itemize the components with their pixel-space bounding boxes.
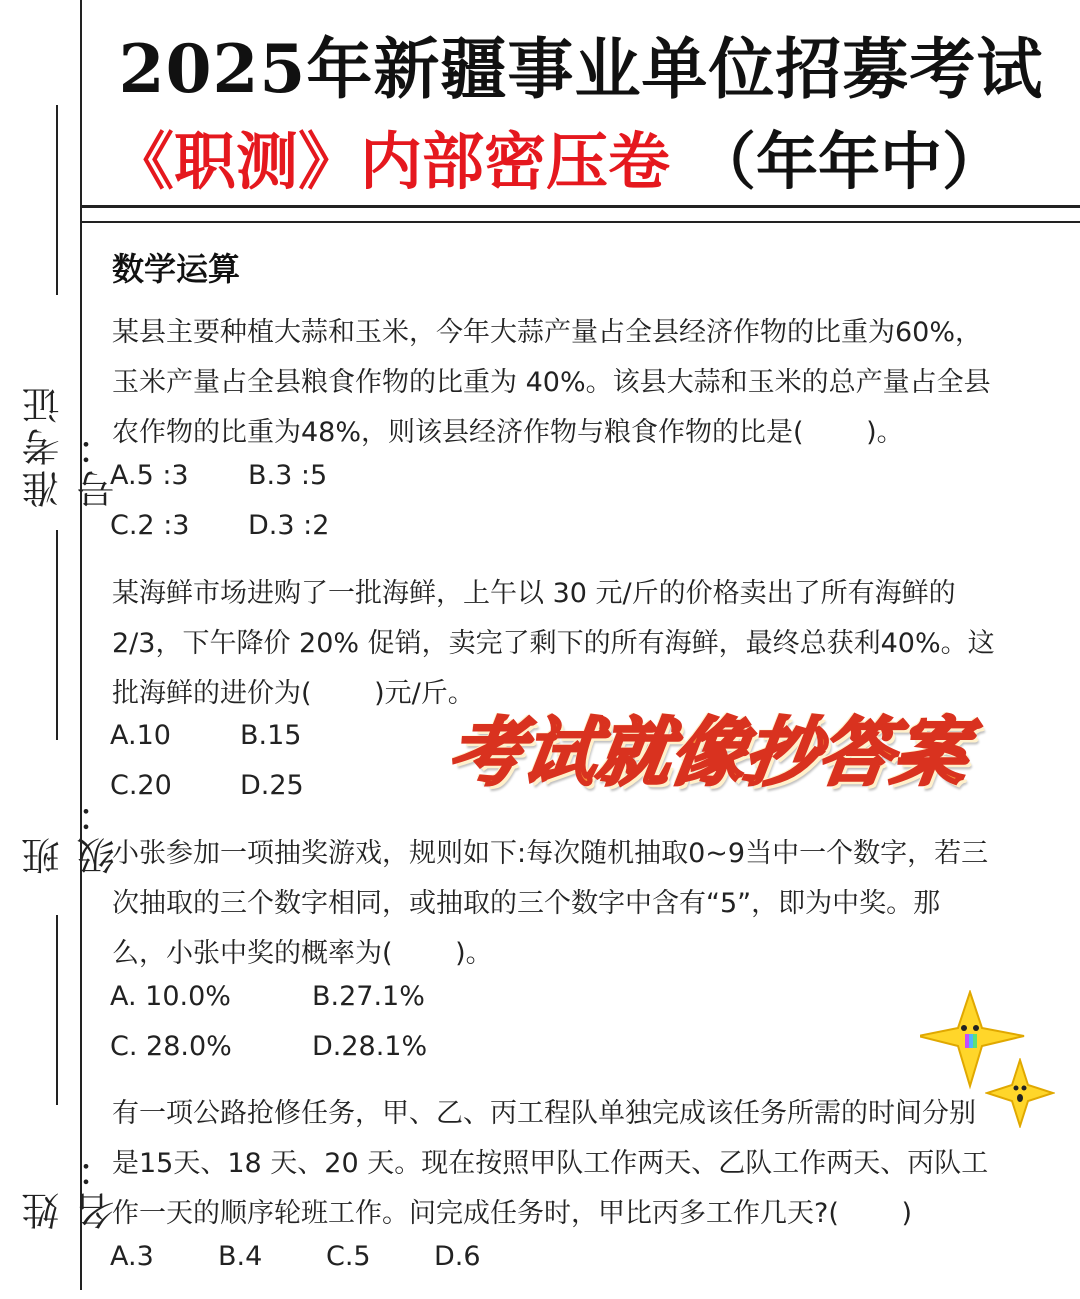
- header-rule-thick: [82, 205, 1080, 208]
- option-d: D.28.1%: [312, 1031, 428, 1062]
- header-rule-thin: [82, 221, 1080, 223]
- subtitle-red-part: 《职测》内部密压卷: [112, 125, 671, 198]
- option-a: A.3: [110, 1241, 154, 1272]
- option-b: B.15: [240, 720, 302, 751]
- class-line: [56, 530, 58, 740]
- question-text-line: 小张参加一项抽奖游戏，规则如下:每次随机抽取0~9当中一个数字，若三: [112, 838, 989, 869]
- question-text-line: 次抽取的三个数字相同，或抽取的三个数字中含有“5”，即为中奖。那: [112, 888, 941, 919]
- option-c: C.5: [326, 1241, 371, 1272]
- option-c: C. 28.0%: [110, 1031, 232, 1062]
- question-text-line: 玉米产量占全县粮食作物的比重为 40%。该县大蒜和玉米的总产量占全县: [112, 367, 991, 398]
- option-a: A.10: [110, 720, 171, 751]
- option-d: D.25: [240, 770, 304, 801]
- binding-margin-line: [80, 0, 82, 1290]
- exam-title: 2025年新疆事业单位招募考试: [118, 30, 1044, 108]
- exam-id-label: 准考证号：: [22, 382, 121, 508]
- question-text-line: 么，小张中奖的概率为( )。: [112, 938, 493, 969]
- option-b: B.27.1%: [312, 981, 425, 1012]
- question-text-line: 有一项公路抢修任务，甲、乙、丙工程队单独完成该任务所需的时间分别: [112, 1098, 976, 1129]
- question-text-line: 某县主要种植大蒜和玉米，今年大蒜产量占全县经济作物的比重为60%，: [112, 317, 983, 348]
- option-a: A.5 :3: [110, 460, 189, 491]
- name-line: [56, 915, 58, 1105]
- section-title: 数学运算: [112, 250, 241, 288]
- subtitle-black-part: （年年中）: [694, 125, 1005, 198]
- question-text-line: 作一天的顺序轮班工作。问完成任务时，甲比丙多工作几天?( ): [112, 1198, 912, 1229]
- question-text-line: 是15天、18 天、20 天。现在按照甲队工作两天、乙队工作两天、丙队工: [112, 1148, 989, 1179]
- exam-subtitle: [112, 112, 1072, 201]
- option-b: B.3 :5: [248, 460, 328, 491]
- question-text-line: 批海鲜的进价为( )元/斤。: [112, 678, 475, 709]
- question-text-line: 2/3，下午降价 20% 促销，卖完了剩下的所有海鲜，最终总获利40%。这: [112, 628, 995, 659]
- option-b: B.4: [218, 1241, 263, 1272]
- small-star-icon: [985, 1058, 1055, 1128]
- exam-id-line: [56, 105, 58, 295]
- option-d: D.6: [434, 1241, 481, 1272]
- class-label: 班级：: [22, 791, 121, 875]
- overlay-stamp: 考试就像抄答案: [443, 710, 974, 796]
- option-d: D.3 :2: [248, 510, 330, 541]
- name-label: 姓名：: [22, 1146, 121, 1230]
- option-c: C.20: [110, 770, 172, 801]
- question-text-line: 农作物的比重为48%，则该县经济作物与粮食作物的比是( )。: [112, 417, 904, 448]
- question-text-line: 某海鲜市场进购了一批海鲜，上午以 30 元/斤的价格卖出了所有海鲜的: [112, 578, 956, 609]
- option-c: C.2 :3: [110, 510, 190, 541]
- option-a: A. 10.0%: [110, 981, 231, 1012]
